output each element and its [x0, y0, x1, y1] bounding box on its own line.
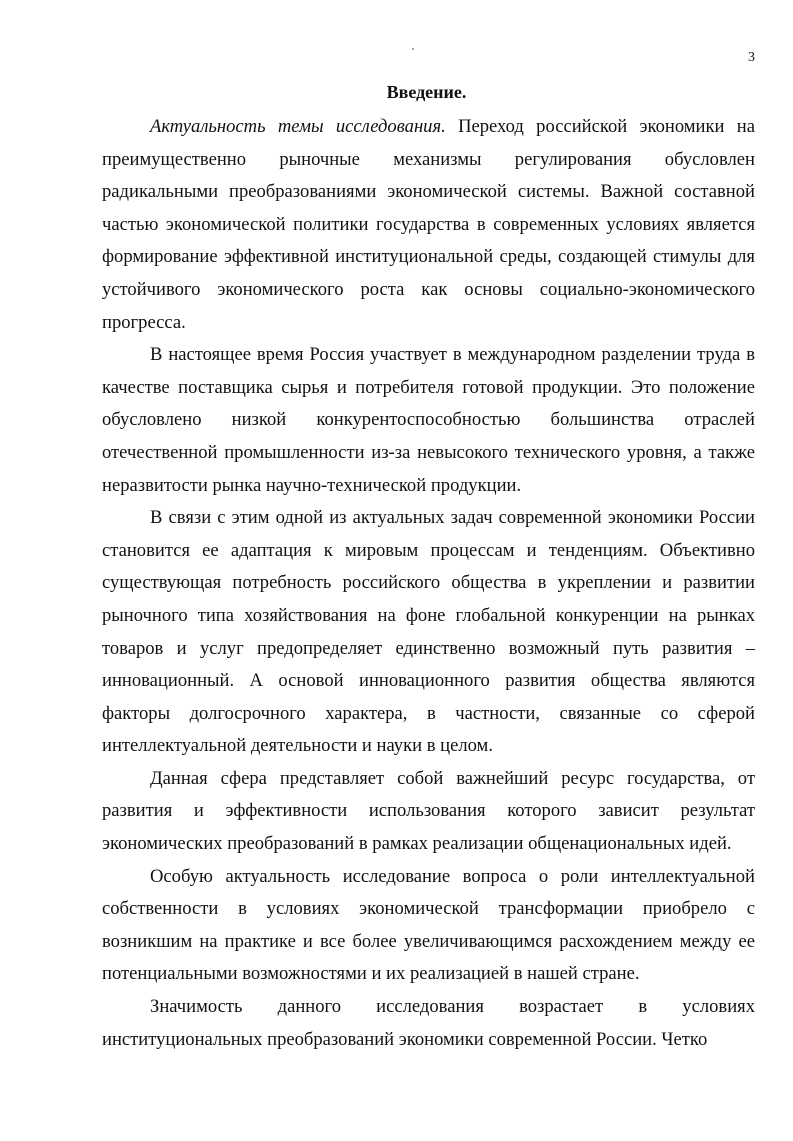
paragraph-ip-relevance: Особую актуальность исследование вопроса о роли интеллектуальной собственности в условиях экономической трансформации приобрело с возникшим на практике и все более увеличивающимся расхождением между ее потенциальными возможностями и их реализацией в нашей стране. — [102, 865, 755, 985]
paragraph-text: Переход российской экономики на преимущественно рыночные механизмы регулирования обусловлен радикальными преобразованиями экономической системы. Важной составной частью экономической политики государства в современных условиях является формирование эффективной институциональной среды, создающей стимулы для устойчивого экономического роста как основы социально-экономического прогресса. — [102, 116, 755, 333]
paragraph-adaptation: В связи с этим одной из актуальных задач современной экономики России становится ее адаптация к мировым процессам и тенденциям. Объективно существующая потребность российского общества в укреплении и развитии рыночного типа хозяйствования на фоне глобальной конкуренции на рынках товаров и услуг предопределяет единственно возможный путь развития – инновационный. А основой инновационного развития общества являются факторы долгосрочного характера, в частности, связанные со сферой интеллектуальной деятельности и науки в целом. — [102, 507, 755, 757]
body-text — [102, 111, 755, 1056]
scan-speck — [412, 48, 414, 50]
paragraph-resource: Данная сфера представляет собой важнейший ресурс государства, от развития и эффективности использования которого зависит результат экономических преобразований в рамках реализации общенациональных идей. — [102, 767, 755, 855]
paragraph-labor-division: В настоящее время Россия участвует в международном разделении труда в качестве поставщика сырья и потребителя готовой продукции. Это положение обусловлено низкой конкурентоспособностью большинства отраслей отечественной промышленности из-за невысокого технического уровня, а также неразвитости рынка научно-технической продукции. — [102, 344, 755, 496]
page-number: 3 — [748, 50, 755, 65]
paragraph-relevance — [102, 111, 755, 339]
paragraph-significance: Значимость данного исследования возрастает в условиях институциональных преобразований экономики современной России. Четко — [102, 996, 755, 1050]
section-title: Введение. — [386, 82, 467, 102]
paragraph-lead-italic: Актуальность темы исследования. — [150, 116, 446, 137]
